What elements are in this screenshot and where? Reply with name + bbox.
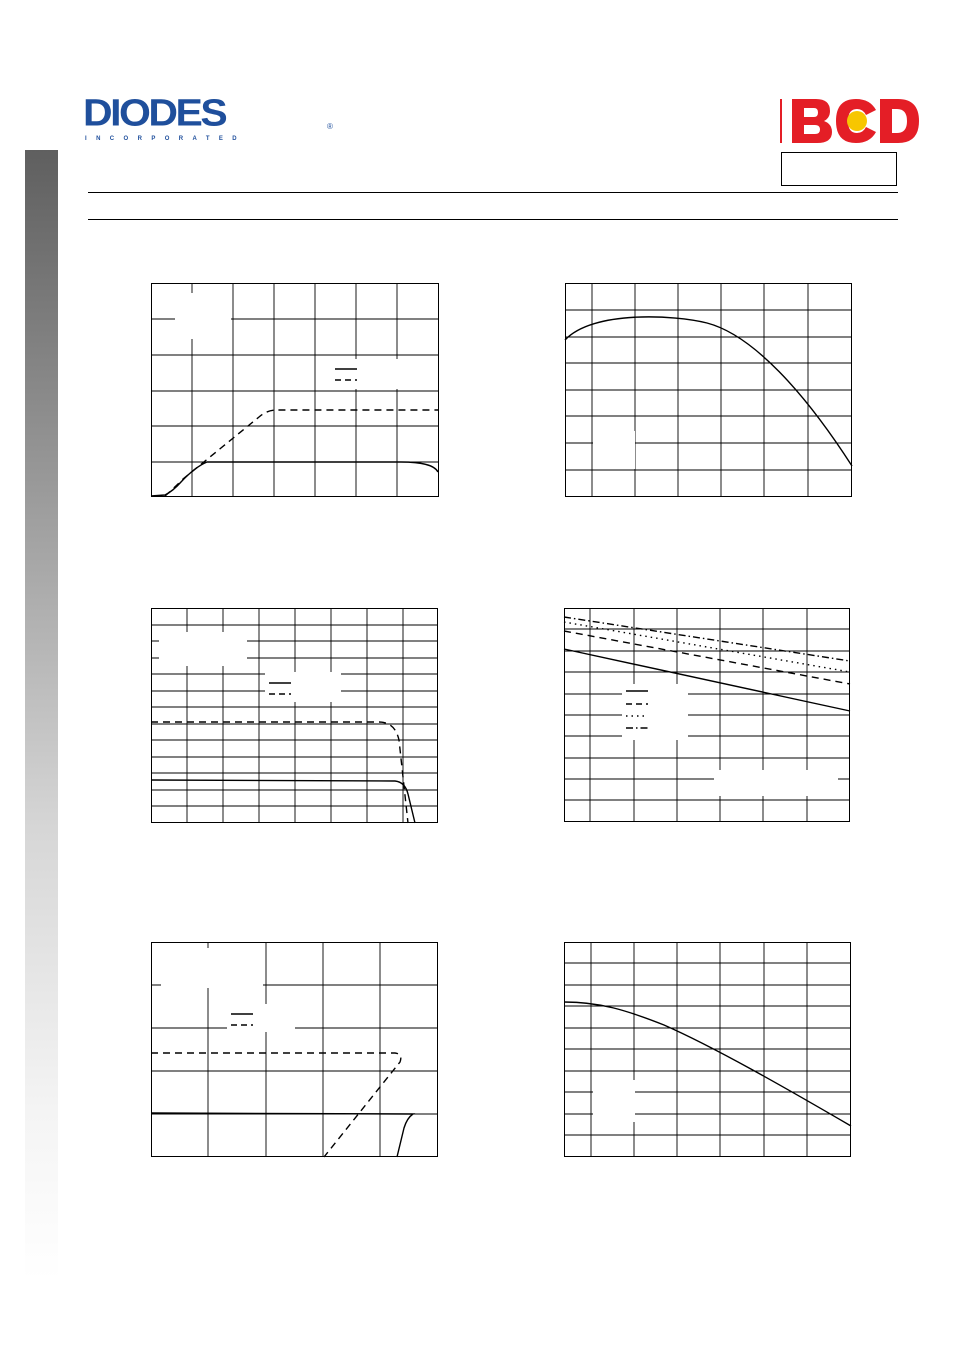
- figure-4: [564, 608, 850, 822]
- curve-dashed: [151, 1053, 401, 1157]
- curve-dashed: [165, 410, 439, 496]
- figure-1: [151, 283, 439, 497]
- part-number-box: [781, 152, 897, 186]
- figure-6: [564, 942, 851, 1157]
- figure-2: [565, 283, 852, 497]
- diodes-tagline: INCORPORATED: [85, 136, 247, 142]
- curve-dashed: [151, 722, 408, 823]
- header-rule-bottom: [88, 219, 898, 220]
- curve-solid: [151, 780, 415, 823]
- side-gradient-bar: [25, 150, 58, 1280]
- diodes-wordmark: DIODES: [83, 91, 226, 134]
- diodes-logo: [83, 91, 333, 146]
- figure-3: [151, 608, 438, 823]
- header-rule-top: [88, 192, 898, 193]
- figure-5: [151, 942, 438, 1157]
- curve-solid: [151, 1113, 413, 1157]
- curve-solid: [151, 462, 438, 496]
- bcd-logo: [780, 96, 922, 146]
- registered-mark: ®: [327, 122, 333, 131]
